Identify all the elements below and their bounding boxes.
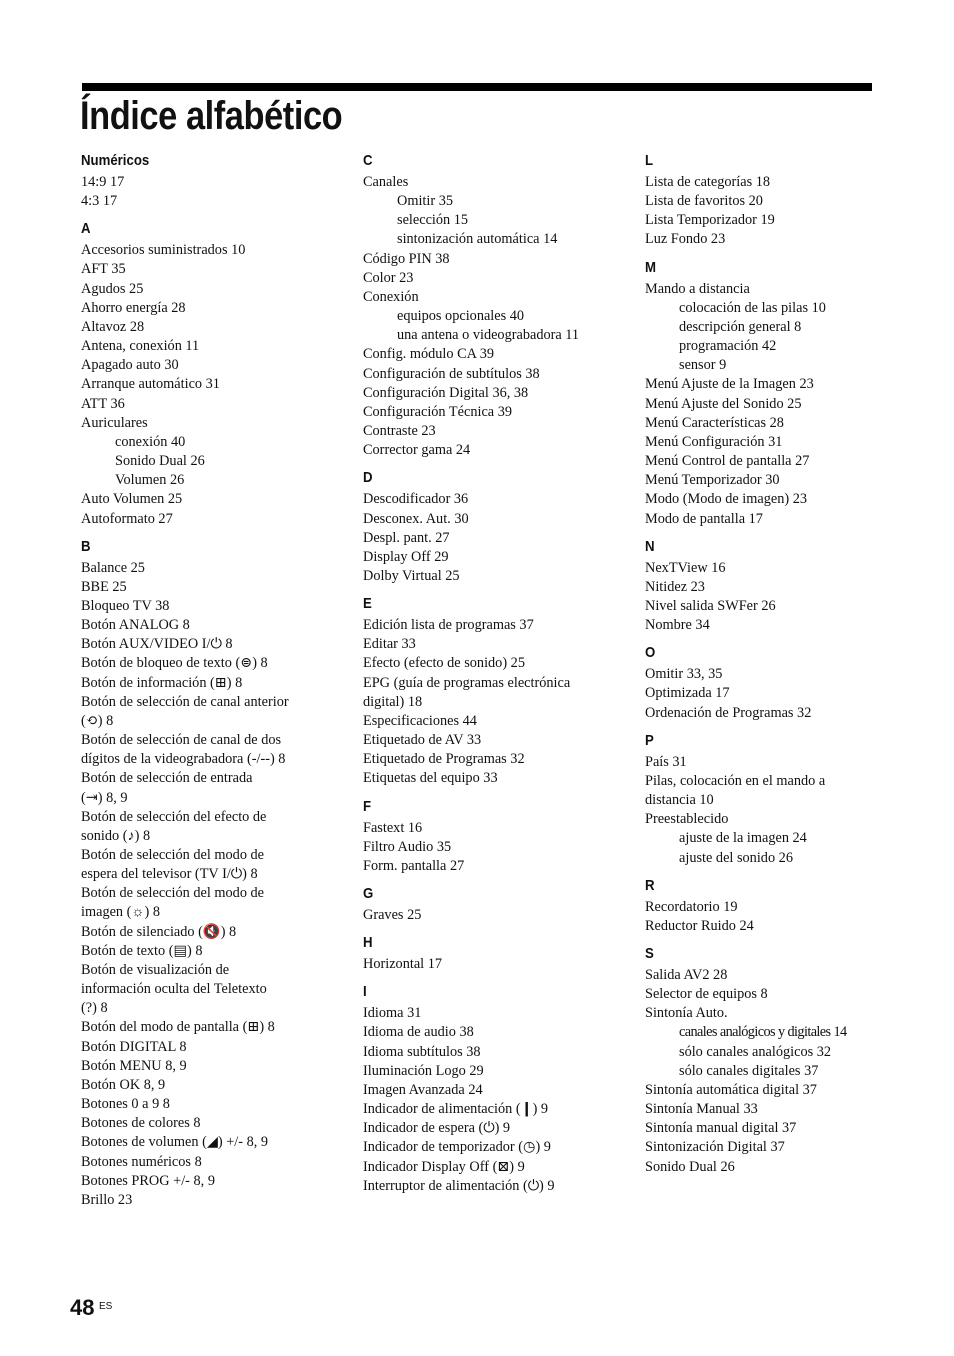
- index-entry: Interruptor de alimentación (⏻) 9: [363, 1177, 555, 1194]
- index-entry: Sonido Dual 26: [645, 1158, 735, 1175]
- index-entry: Salida AV2 28: [645, 967, 728, 983]
- index-entry: Brillo 23: [81, 1191, 133, 1208]
- index-subentry: Volumen 26: [115, 472, 185, 489]
- index-entry: Auriculares: [81, 414, 148, 431]
- index-subentry: sensor 9: [679, 357, 727, 374]
- index-entry: Modo (Modo de imagen) 23: [645, 491, 808, 508]
- index-entry: Recordatorio 19: [645, 898, 738, 915]
- index-entry-list: [645, 665, 877, 722]
- top-rule: [82, 83, 872, 91]
- index-section-heading: G: [363, 885, 374, 902]
- index-entry-list: [645, 280, 877, 529]
- index-entry: Config. módulo CA 39: [363, 346, 495, 363]
- index-entry: Antena, conexión 11: [81, 338, 200, 355]
- index-entry-list: [363, 616, 638, 788]
- index-section-heading: H: [363, 934, 373, 952]
- index-entry: Desconex. Aut. 30: [363, 510, 469, 527]
- index-subentry: colocación de las pilas 10: [679, 299, 826, 316]
- index-entry: Menú Características 28: [645, 414, 784, 431]
- index-entry: dígitos de la videograbadora (-/--) 8: [81, 751, 286, 768]
- index-entry-list: [363, 819, 638, 876]
- index-entry: Sintonía Manual 33: [645, 1101, 758, 1118]
- index-entry: Configuración de subtítulos 38: [363, 365, 540, 382]
- index-entry: Especificaciones 44: [363, 712, 477, 729]
- index-entry: Lista de categorías 18: [645, 174, 771, 190]
- index-column-2: [363, 151, 638, 1196]
- index-entry: Form. pantalla 27: [363, 857, 465, 874]
- index-section-heading: P: [645, 731, 654, 749]
- index-entry: Modo de pantalla 17: [645, 510, 763, 527]
- index-entry: Graves 25: [363, 907, 422, 923]
- index-entry: Botón MENU 8, 9: [81, 1057, 187, 1074]
- index-subentry: una antena o videograbadora 11: [397, 327, 580, 344]
- index-entry: Botón de bloqueo de texto (⊜) 8: [81, 655, 268, 672]
- index-entry: Configuración Técnica 39: [363, 403, 513, 420]
- index-entry: Indicador de alimentación (❙) 9: [363, 1101, 549, 1118]
- index-entry: Autoformato 27: [81, 510, 173, 527]
- index-section-heading: M: [645, 258, 656, 276]
- page-title: Índice alfabético: [80, 94, 343, 138]
- index-entry: Agudos 25: [81, 280, 144, 297]
- index-entry: Omitir 33, 35: [645, 666, 723, 683]
- index-subentry: ajuste del sonido 26: [679, 849, 793, 866]
- page-language-code: ES: [99, 1301, 113, 1312]
- index-subentry: programación 42: [679, 338, 777, 355]
- index-entry: Editar 33: [363, 636, 416, 653]
- index-subentry: conexión 40: [115, 433, 186, 450]
- index-entry: Botones de colores 8: [81, 1115, 201, 1132]
- index-entry: Sintonía automática digital 37: [645, 1081, 817, 1098]
- index-entry: Fastext 16: [363, 819, 423, 836]
- index-entry: Ordenación de Programas 32: [645, 704, 812, 721]
- index-entry: Contraste 23: [363, 423, 436, 440]
- index-column-1: [81, 151, 356, 1210]
- index-entry: imagen (☼) 8: [81, 904, 161, 921]
- index-entry: Botón de información (⊞) 8: [81, 674, 243, 691]
- index-entry-list: [645, 898, 877, 936]
- index-column-3: [645, 151, 877, 1177]
- index-entry: Nivel salida SWFer 26: [645, 597, 776, 614]
- index-section-heading: C: [363, 152, 373, 169]
- index-entry: Optimizada 17: [645, 685, 730, 702]
- index-section-heading: I: [363, 983, 367, 1001]
- index-entry: Corrector gama 24: [363, 442, 471, 459]
- index-entry: ATT 36: [81, 395, 125, 412]
- index-entry: Nitidez 23: [645, 578, 705, 595]
- index-subentry: descripción general 8: [679, 318, 802, 335]
- index-entry: distancia 10: [645, 792, 714, 809]
- index-entry: Botón de selección de canal de dos: [81, 732, 282, 749]
- index-subentry: Sonido Dual 26: [115, 453, 205, 470]
- index-section-heading: O: [645, 644, 656, 662]
- index-section-heading: Numéricos: [81, 152, 150, 169]
- page-number: 48: [70, 1295, 95, 1320]
- index-entry: NexTView 16: [645, 559, 726, 576]
- index-entry: Reductor Ruido 24: [645, 917, 754, 934]
- index-entry: Etiquetado de AV 33: [363, 732, 482, 749]
- index-subentry: ajuste de la imagen 24: [679, 830, 807, 847]
- index-entry: Efecto (efecto de sonido) 25: [363, 655, 525, 672]
- index-section-heading: D: [363, 469, 373, 487]
- index-entry: Imagen Avanzada 24: [363, 1081, 483, 1098]
- index-entry: Sintonía manual digital 37: [645, 1120, 797, 1137]
- index-entry: Menú Temporizador 30: [645, 472, 780, 489]
- index-entry: Etiquetas del equipo 33: [363, 770, 498, 787]
- index-entry: Canales: [363, 174, 409, 190]
- index-entry: Idioma subtítulos 38: [363, 1043, 481, 1060]
- index-entry-list: [81, 241, 356, 528]
- index-entry: Color 23: [363, 269, 414, 286]
- index-entry: Filtro Audio 35: [363, 838, 452, 855]
- index-entry: Selector de equipos 8: [645, 986, 768, 1003]
- index-subentry: sólo canales analógicos 32: [679, 1043, 832, 1060]
- index-entry: Luz Fondo 23: [645, 231, 726, 248]
- index-entry: Pilas, colocación en el mando a: [645, 772, 826, 789]
- index-entry: Botón de visualización de: [81, 961, 230, 978]
- index-subentry: sintonización automática 14: [397, 231, 558, 248]
- index-entry: País 31: [645, 753, 687, 770]
- index-entry: Botón de selección de entrada: [81, 770, 253, 787]
- index-entry: Botón del modo de pantalla (⊞) 8: [81, 1019, 275, 1036]
- index-entry: Conexión: [363, 288, 419, 305]
- index-entry: Indicador Display Off (⊠) 9: [363, 1158, 525, 1175]
- index-entry: Ahorro energía 28: [81, 299, 186, 316]
- index-entry: Apagado auto 30: [81, 357, 179, 374]
- index-entry: Despl. pant. 27: [363, 529, 450, 546]
- index-section-heading: S: [645, 945, 654, 962]
- index-entry: Display Off 29: [363, 548, 449, 565]
- index-entry: digital) 18: [363, 693, 423, 710]
- index-entry: BBE 25: [81, 578, 127, 595]
- index-entry: Botones numéricos 8: [81, 1153, 202, 1170]
- index-entry: Menú Control de pantalla 27: [645, 453, 810, 470]
- index-entry-list: [645, 173, 877, 250]
- index-entry: Código PIN 38: [363, 250, 450, 267]
- index-entry: Dolby Virtual 25: [363, 567, 460, 584]
- index-entry: Menú Configuración 31: [645, 433, 783, 450]
- index-entry: Sintonización Digital 37: [645, 1139, 785, 1156]
- index-entry: Lista Temporizador 19: [645, 212, 775, 229]
- index-entry: Botones 0 a 9 8: [81, 1096, 170, 1113]
- index-entry: Botón de silenciado (🔇) 8: [81, 923, 237, 940]
- index-entry: Iluminación Logo 29: [363, 1062, 484, 1079]
- index-entry: Botón de texto (▤) 8: [81, 942, 203, 959]
- index-entry: Idioma de audio 38: [363, 1024, 474, 1041]
- index-entry: Menú Ajuste del Sonido 25: [645, 395, 802, 412]
- index-entry: Descodificador 36: [363, 491, 469, 508]
- index-entry: EPG (guía de programas electrónica: [363, 674, 571, 691]
- index-entry: Nombre 34: [645, 617, 710, 634]
- index-entry: Botón de selección del modo de: [81, 847, 265, 863]
- index-subentry: selección 15: [397, 212, 469, 229]
- index-entry: Preestablecido: [645, 811, 729, 828]
- index-entry: Sintonía Auto.: [645, 1005, 728, 1022]
- index-entry: Botón ANALOG 8: [81, 617, 190, 634]
- index-entry-list: [363, 1004, 638, 1196]
- index-subentry: sólo canales digitales 37: [679, 1062, 819, 1079]
- index-section-heading: F: [363, 797, 372, 815]
- index-entry-list: [645, 559, 877, 636]
- index-entry: Botón de selección de canal anterior: [81, 693, 289, 710]
- index-section-heading: B: [81, 537, 91, 555]
- index-entry: 4:3 17: [81, 193, 118, 210]
- index-entry: (⇥) 8, 9: [81, 789, 128, 806]
- index-entry: Menú Ajuste de la Imagen 23: [645, 376, 814, 393]
- index-entry: Mando a distancia: [645, 280, 750, 297]
- index-entry: Indicador de temporizador (◷) 9: [363, 1139, 551, 1156]
- index-entry-list: [81, 559, 356, 1210]
- index-entry: Idioma 31: [363, 1005, 422, 1022]
- index-entry: Horizontal 17: [363, 956, 443, 973]
- index-entry: (⟲) 8: [81, 712, 114, 729]
- index-entry-list: [645, 966, 877, 1177]
- index-entry: Configuración Digital 36, 38: [363, 384, 529, 401]
- index-entry-list: [645, 753, 877, 868]
- index-entry: Accesorios suministrados 10: [81, 242, 246, 259]
- index-entry: Botón DIGITAL 8: [81, 1038, 187, 1055]
- index-entry: Edición lista de programas 37: [363, 617, 534, 634]
- index-entry: AFT 35: [81, 261, 126, 278]
- index-entry: Botones PROG +/- 8, 9: [81, 1172, 215, 1189]
- index-section-heading: A: [81, 220, 91, 238]
- index-entry: Bloqueo TV 38: [81, 597, 170, 614]
- index-section-heading: L: [645, 152, 654, 169]
- index-entry: (?) 8: [81, 1000, 108, 1017]
- index-entry: Auto Volumen 25: [81, 491, 183, 508]
- index-entry: Botón AUX/VIDEO I/⏻ 8: [81, 636, 233, 653]
- index-entry: Balance 25: [81, 559, 145, 576]
- index-entry: Botones de volumen (◢) +/- 8, 9: [81, 1134, 269, 1151]
- index-section-heading: N: [645, 537, 655, 555]
- index-entry-list: [81, 173, 356, 211]
- index-entry: espera del televisor (TV I/⏻) 8: [81, 866, 258, 883]
- index-entry: 14:9 17: [81, 174, 125, 190]
- index-entry-list: [363, 490, 638, 586]
- index-entry: Altavoz 28: [81, 318, 145, 335]
- index-section-heading: E: [363, 595, 372, 613]
- index-subentry: canales analógicos y digitales 14: [679, 1024, 847, 1041]
- index-entry: sonido (♪) 8: [81, 827, 151, 844]
- index-section-heading: R: [645, 876, 655, 894]
- index-entry-list: [363, 906, 638, 925]
- index-entry: Botón de selección del efecto de: [81, 808, 267, 825]
- index-entry: información oculta del Teletexto: [81, 981, 267, 998]
- index-subentry: Omitir 35: [397, 193, 453, 210]
- index-entry: Indicador de espera (⏻) 9: [363, 1120, 511, 1137]
- index-entry-list: [363, 173, 638, 460]
- index-entry: Botón de selección del modo de: [81, 885, 265, 902]
- index-entry: Lista de favoritos 20: [645, 193, 763, 210]
- index-entry-list: [363, 955, 638, 974]
- index-entry: Etiquetado de Programas 32: [363, 751, 525, 768]
- index-subentry: equipos opcionales 40: [397, 308, 525, 325]
- index-entry: Arranque automático 31: [81, 376, 220, 393]
- index-entry: Botón OK 8, 9: [81, 1076, 166, 1093]
